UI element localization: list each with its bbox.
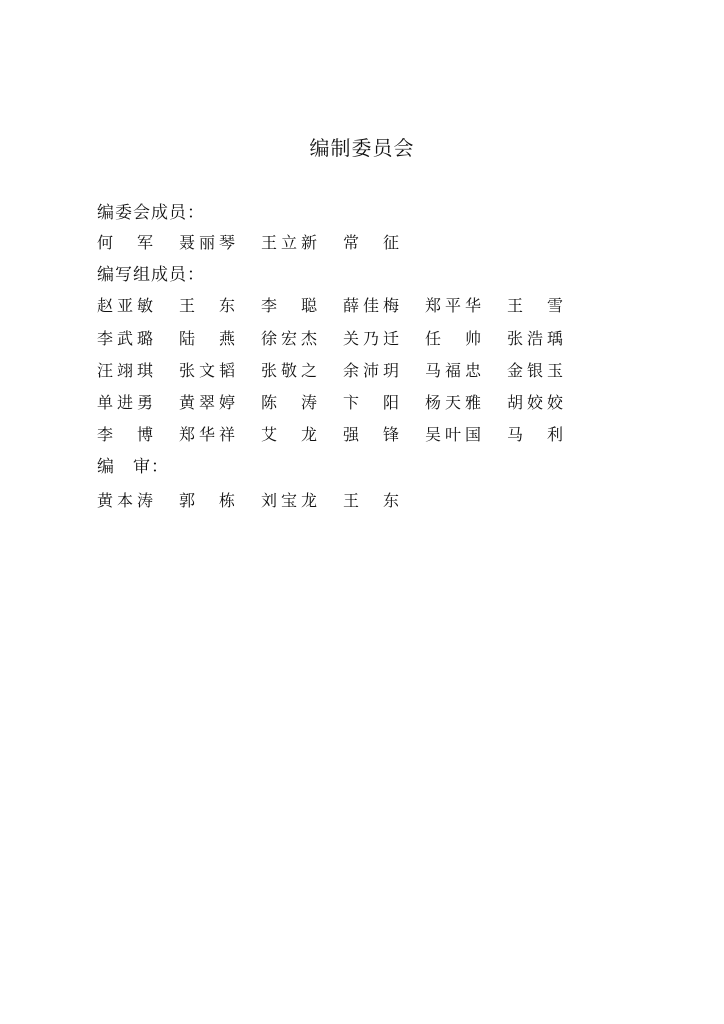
writing-group-heading: 编写组成员： xyxy=(97,265,205,285)
writing-group-name: 李 武 璐 xyxy=(97,329,153,348)
editorial-board-name: 何 军 xyxy=(97,233,153,252)
writing-group-name: 关 乃 迁 xyxy=(343,329,399,348)
editorial-board-heading: 编委会成员： xyxy=(97,203,205,223)
writing-group-name: 吴 叶 国 xyxy=(425,425,481,444)
editorial-board-name: 常 征 xyxy=(343,233,399,252)
reviewer-name: 黄 本 涛 xyxy=(97,491,153,510)
writing-group-name: 强 锋 xyxy=(343,425,399,444)
reviewer-name: 王 东 xyxy=(343,491,399,510)
writing-group-name: 单 进 勇 xyxy=(97,393,153,412)
writing-group-name: 卞 阳 xyxy=(343,393,399,412)
writing-group-name: 马 福 忠 xyxy=(425,361,481,380)
writing-group-name: 徐 宏 杰 xyxy=(261,329,317,348)
writing-group-name: 郑 华 祥 xyxy=(179,425,235,444)
writing-group-name: 王 东 xyxy=(179,296,235,315)
editorial-board-name: 王 立 新 xyxy=(261,233,317,252)
writing-group-name: 薛 佳 梅 xyxy=(343,296,399,315)
writing-group-name: 李 聪 xyxy=(261,296,317,315)
reviewer-name: 郭 栋 xyxy=(179,491,235,510)
page-title: 编制委员会 xyxy=(309,136,415,160)
writing-group-name: 李 博 xyxy=(97,425,153,444)
writing-group-name: 杨 天 雅 xyxy=(425,393,481,412)
reviewers-heading: 编 审： xyxy=(97,457,169,477)
writing-group-name: 张 文 韬 xyxy=(179,361,235,380)
reviewers-names xyxy=(97,488,657,514)
writing-group-row xyxy=(97,358,657,384)
writing-group-name: 黄 翠 婷 xyxy=(179,393,235,412)
writing-group-name: 马 利 xyxy=(507,425,563,444)
writing-group-name: 张 浩 瑀 xyxy=(507,329,563,348)
editorial-board-names xyxy=(97,230,657,256)
writing-group-name: 艾 龙 xyxy=(261,425,317,444)
writing-group-name: 任 帅 xyxy=(425,329,481,348)
writing-group-name: 汪 翊 琪 xyxy=(97,361,153,380)
writing-group-name: 陈 涛 xyxy=(261,393,317,412)
writing-group-row xyxy=(97,293,657,319)
writing-group-row xyxy=(97,390,657,416)
writing-group-name: 赵 亚 敏 xyxy=(97,296,153,315)
writing-group-name: 陆 燕 xyxy=(179,329,235,348)
writing-group-row xyxy=(97,326,657,352)
writing-group-name: 胡 姣 姣 xyxy=(507,393,563,412)
reviewer-name: 刘 宝 龙 xyxy=(261,491,317,510)
writing-group-name: 郑 平 华 xyxy=(425,296,481,315)
editorial-board-name: 聂 丽 琴 xyxy=(179,233,235,252)
writing-group-name: 张 敬 之 xyxy=(261,361,317,380)
writing-group-name: 王 雪 xyxy=(507,296,563,315)
writing-group-name: 金 银 玉 xyxy=(507,361,563,380)
writing-group-name: 余 沛 玥 xyxy=(343,361,399,380)
writing-group-row xyxy=(97,422,657,448)
